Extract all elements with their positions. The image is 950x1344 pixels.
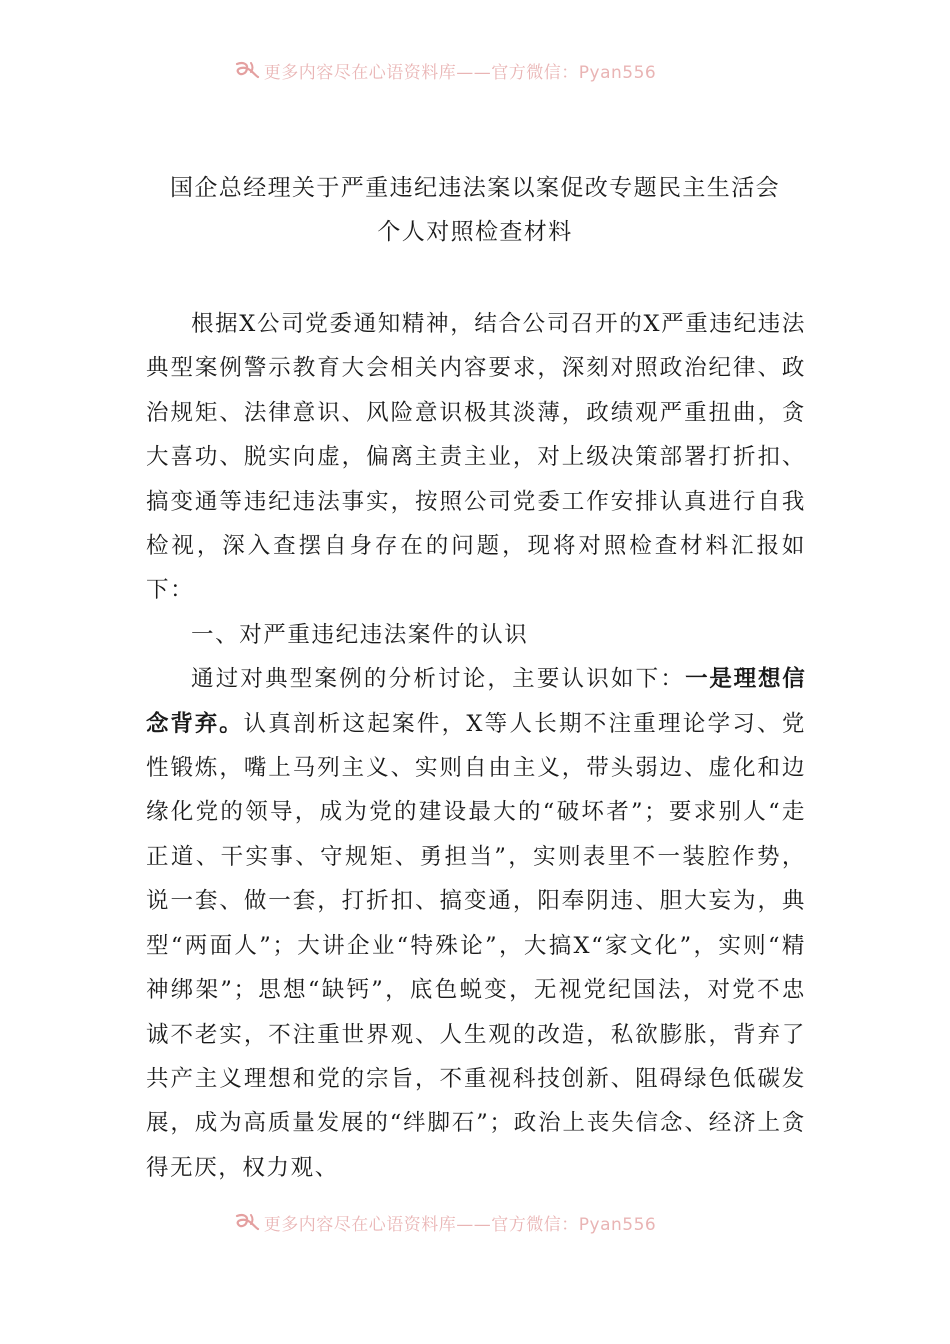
section-lead-text: 通过对典型案例的分析讨论，主要认识如下：	[191, 666, 686, 693]
watermark-text: 更多内容尽在心语资料库——官方微信：Pyan556	[263, 1214, 657, 1235]
document-title-line1: 国企总经理关于严重违纪违法案以案促改专题民主生活会	[170, 175, 780, 201]
document-body	[146, 302, 806, 1190]
watermark-text: 更多内容尽在心语资料库——官方微信：Pyan556	[263, 62, 657, 83]
watermark-logo-icon	[234, 60, 260, 80]
watermark-logo-icon	[234, 1212, 260, 1232]
section-body-text: 认真剖析这起案件，X等人长期不注重理论学习、党性锻炼，嘴上马列主义、实则自由主义，带头弱边、虚化和边缘化党的领导，成为党的建设最大的“破坏者”；要求别人“走正道、干实事、守规矩、勇担当”，实则表里不一装腔作势，说一套、做一套，打折扣、搞变通，阳奉阴违、胆大妄为，典型“两面人”；大讲企业“特殊论”，大搞X“家文化”，实则“精神绑架”；思想“缺钙”，底色蜕变，无视党纪国法，对党不忠诚不老实，不注重世界观、人生观的改造，私欲膨胀，背弃了共产主义理想和党的宗旨，不重视科技创新、阻碍绿色低碳发展，成为高质量发展的“绊脚石”；政治上丧失信念、经济上贪得无厌，权力观、	[146, 710, 806, 1181]
intro-paragraph: 根据X公司党委通知精神，结合公司召开的X严重违纪违法典型案例警示教育大会相关内容要求，深刻对照政治纪律、政治规矩、法律意识、风险意识极其淡薄，政绩观严重扭曲，贪大喜功、脱实向虚，偏离主责主业，对上级决策部署打折扣、搞变通等违纪违法事实，按照公司党委工作安排认真进行自我检视，深入查摆自身存在的问题，现将对照检查材料汇报如下：	[146, 311, 806, 604]
header-watermark	[0, 55, 950, 85]
section-heading: 一、对严重违纪违法案件的认识	[191, 621, 529, 648]
footer-watermark	[0, 1207, 950, 1237]
document-title-line2: 个人对照检查材料	[377, 219, 573, 245]
bold-point-label: 一是理想信念背弃。	[146, 666, 806, 737]
section-paragraph	[146, 657, 806, 1190]
